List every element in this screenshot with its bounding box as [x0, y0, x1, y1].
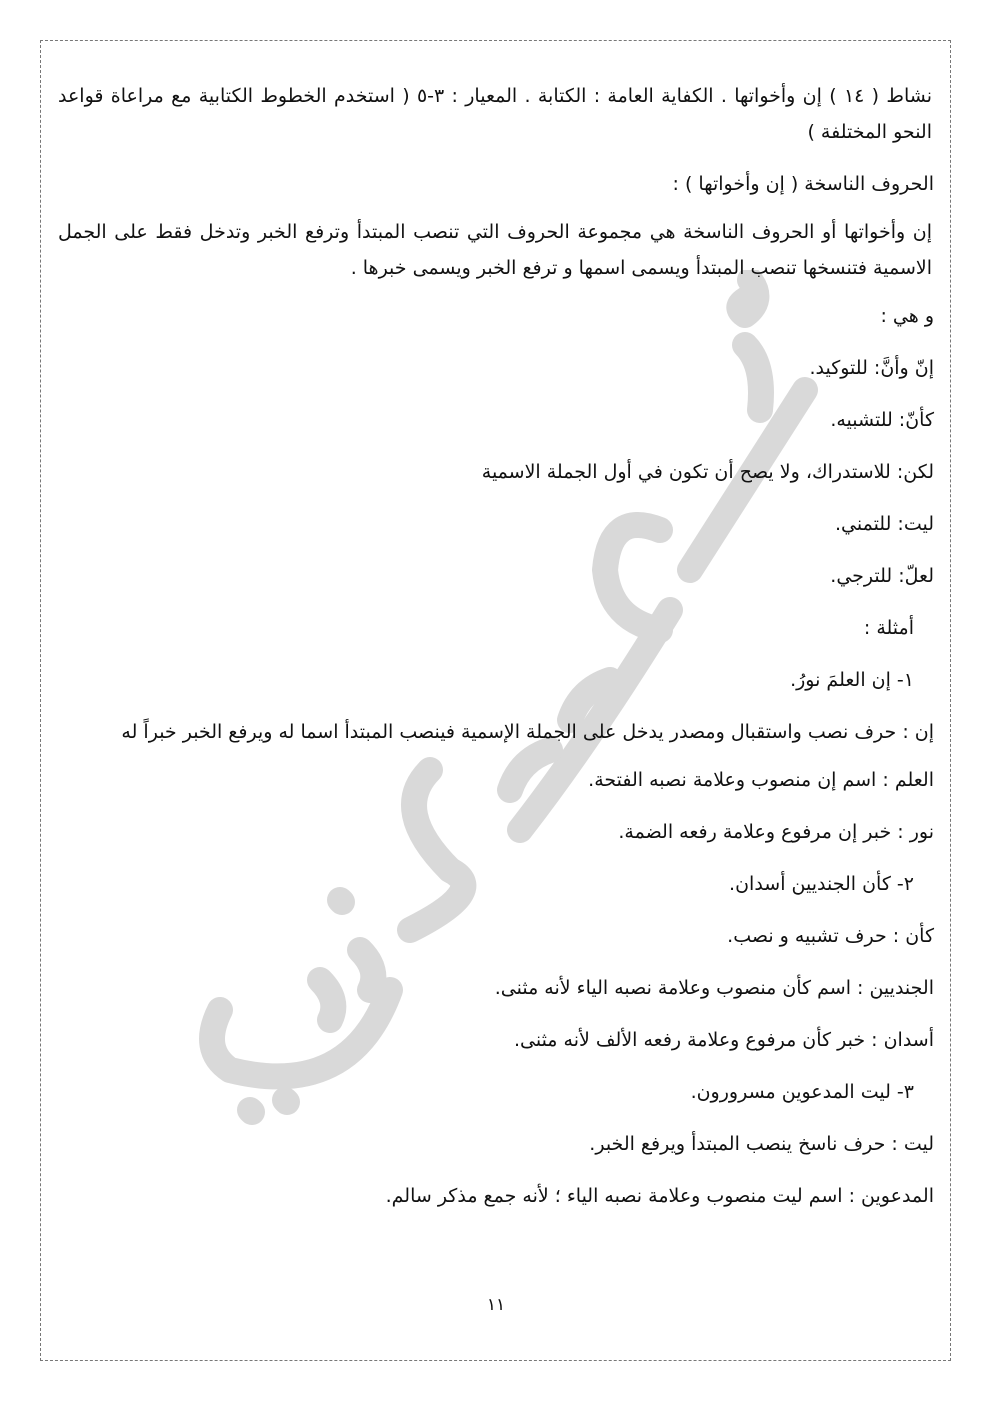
particle-item: لعلّ: للترجي. — [830, 565, 934, 587]
particle-item: لكن: للاستدراك، ولا يصح أن تكون في أول الجملة الاسمية — [481, 461, 934, 483]
example-analysis-line: كأن : حرف تشبيه و نصب. — [727, 925, 934, 947]
example-analysis-line: أسدان : خبر كأن مرفوع وعلامة رفعه الألف لأنه مثنى. — [513, 1029, 934, 1051]
list-intro: و هي : — [880, 305, 934, 327]
example-analysis-line: الجنديين : اسم كأن منصوب وعلامة نصبه الياء لأنه مثنى. — [494, 977, 934, 999]
section-title: الحروف الناسخة ( إن وأخواتها ) : — [672, 173, 934, 195]
intro-paragraph: إن وأخواتها أو الحروف الناسخة هي مجموعة الحروف التي تنصب المبتدأ وترفع الخبر وتدخل فقط على الجمل الاسمية فتنسخها تنصب المبتدأ ويسمى اسمها و ترفع الخبر ويسمى خبرها . — [58, 221, 932, 279]
example-analysis-line: إن : حرف نصب واستقبال ومصدر يدخل على الجملة الإسمية فينصب المبتدأ اسما له ويرفع الخبر خبراً له — [121, 721, 934, 743]
particle-item: كأنّ: للتشبيه. — [830, 409, 934, 431]
example-analysis-line: نور : خبر إن مرفوع وعلامة رفعه الضمة. — [618, 821, 934, 843]
examples-title: أمثلة : — [863, 617, 914, 639]
example-analysis-line: المدعوين : اسم ليت منصوب وعلامة نصبه الياء ؛ لأنه جمع مذكر سالم. — [385, 1185, 934, 1207]
page-number: ١١ — [486, 1295, 506, 1315]
example-sentence: ٢- كأن الجنديين أسدان. — [729, 873, 914, 895]
particle-item: إنّ وأنَّ: للتوكيد. — [809, 357, 934, 379]
example-sentence: ٣- ليت المدعوين مسرورون. — [690, 1081, 914, 1103]
example-sentence: ١- إن العلمَ نورُ. — [790, 669, 914, 691]
example-analysis-line: ليت : حرف ناسخ ينصب المبتدأ ويرفع الخبر. — [589, 1133, 934, 1155]
activity-header: نشاط ( ١٤ ) إن وأخواتها . الكفاية العامة : الكتابة . المعيار : ٣-٥ ( استخدم الخطوط الكتابية مع مراعاة قواعد النحو المختلفة ) — [58, 85, 932, 143]
particle-item: ليت: للتمني. — [834, 513, 934, 535]
document-body — [58, 78, 934, 1222]
example-analysis-line: العلم : اسم إن منصوب وعلامة نصبه الفتحة. — [588, 769, 934, 791]
